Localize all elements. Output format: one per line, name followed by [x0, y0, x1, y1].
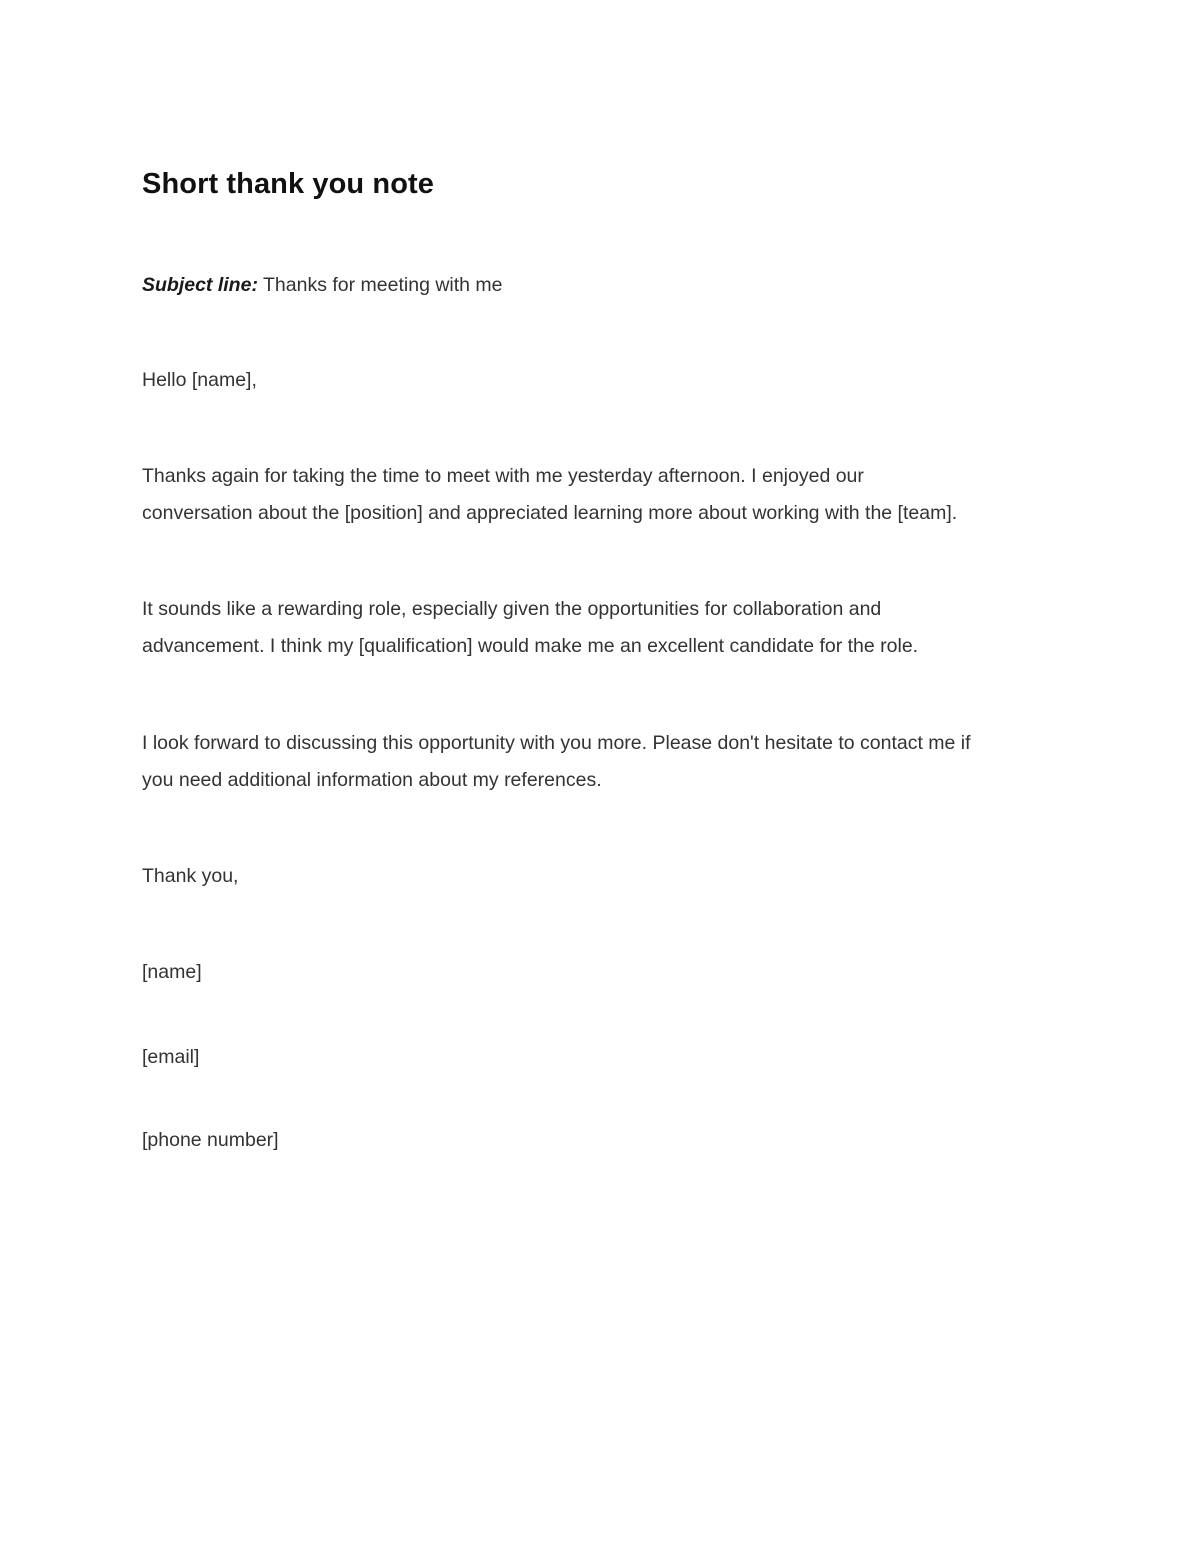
paragraph-line: It sounds like a rewarding role, especially given the opportunities for collaboration and: [142, 598, 882, 620]
subject-label: Subject line:: [142, 274, 258, 296]
paragraph-line: Thanks again for taking the time to meet with me yesterday afternoon. I enjoyed our: [142, 465, 864, 487]
paragraph-line: I look forward to discussing this opportunity with you more. Please don't hesitate to contact me if: [142, 732, 971, 754]
paragraph-2: [142, 591, 918, 665]
paragraph-line: advancement. I think my [qualification] would make me an excellent candidate for the role.: [142, 635, 919, 657]
signature-name: [name]: [142, 961, 202, 983]
paragraph-1: [142, 458, 957, 532]
signature-email: [email]: [142, 1046, 200, 1068]
signature-phone: [phone number]: [142, 1129, 279, 1151]
closing: Thank you,: [142, 865, 239, 887]
subject-line: [142, 274, 503, 297]
paragraph-line: you need additional information about my references.: [142, 769, 602, 791]
subject-value: Thanks for meeting with me: [257, 274, 503, 296]
paragraph-line: conversation about the [position] and appreciated learning more about working with the [team].: [142, 502, 958, 524]
greeting: Hello [name],: [142, 369, 257, 391]
page-title: Short thank you note: [142, 168, 434, 200]
paragraph-3: [142, 725, 971, 799]
